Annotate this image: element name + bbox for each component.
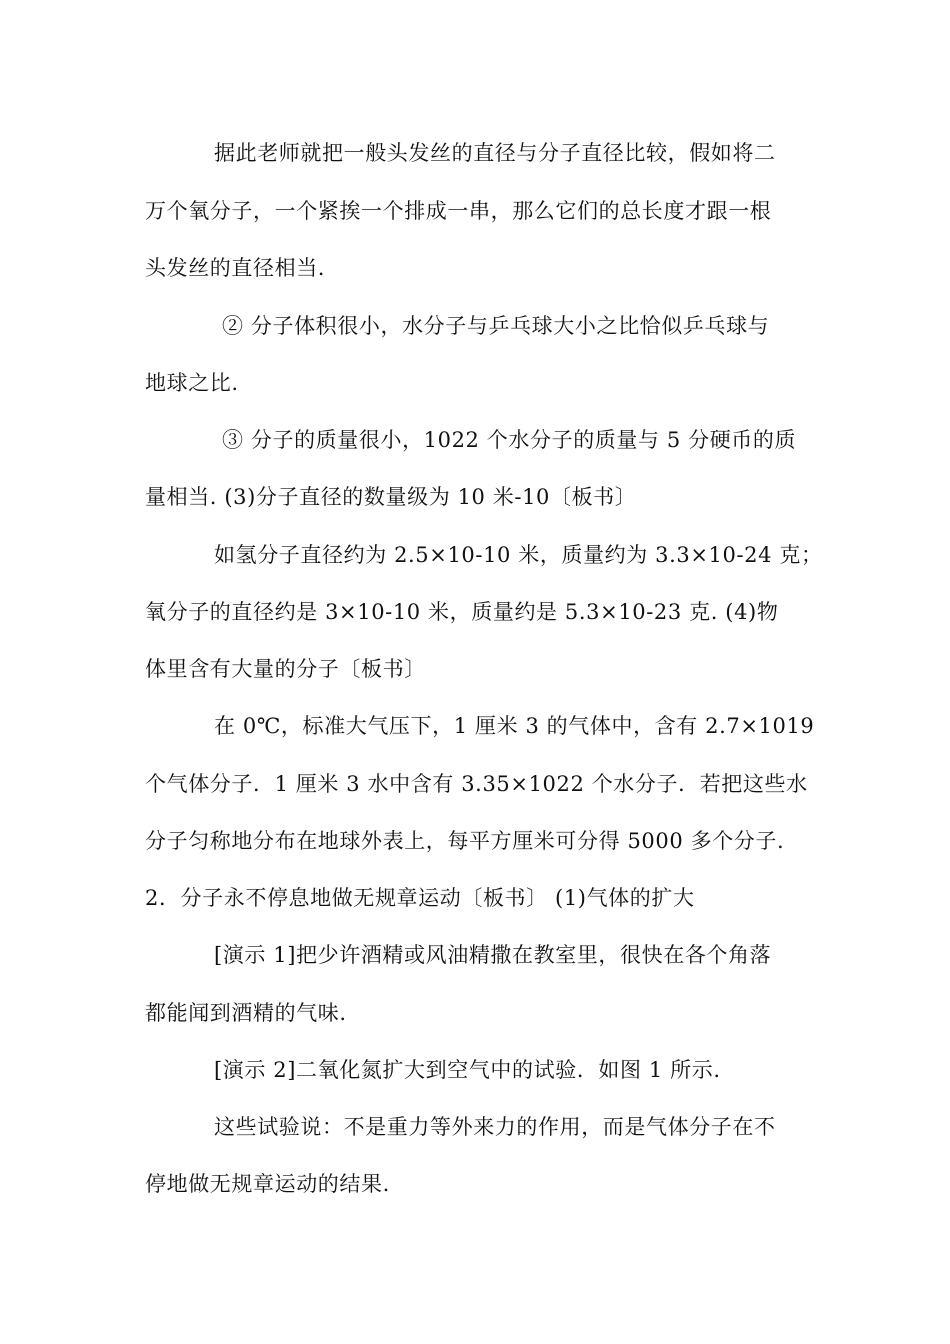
paragraph-line: ③ 分子的质量很小，1022 个水分子的质量与 5 分硬币的质 [222,428,797,452]
paragraph-line: 个气体分子．1 厘米 3 水中含有 3.35×1022 个水分子．若把这些水 [145,772,808,796]
paragraph-line: 停地做无规章运动的结果. [145,1172,390,1196]
paragraph-line: [演示 2]二氧化氮扩大到空气中的试验．如图 1 所示. [214,1058,721,1082]
paragraph-line: 这些试验说：不是重力等外来力的作用，而是气体分子在不 [214,1115,776,1139]
paragraph-line: 如氢分子直径约为 2.5×10-10 米，质量约为 3.3×10-24 克； [214,543,823,567]
paragraph-line: [演示 1]把少许酒精或风油精撒在教室里，很快在各个角落 [214,943,772,967]
paragraph-line: 头发丝的直径相当. [145,256,326,280]
paragraph-line: 2．分子永不停息地做无规章运动〔板书〕 (1)气体的扩大 [145,886,695,910]
paragraph-line: 地球之比. [145,371,239,395]
paragraph-line: 体里含有大量的分子〔板书〕 [145,657,426,681]
paragraph-line: 万个氧分子，一个紧挨一个排成一串，那么它们的总长度才跟一根 [145,199,772,223]
paragraph-line: 据此老师就把一般头发丝的直径与分子直径比较，假如将二 [214,141,776,165]
paragraph-line: 氧分子的直径约是 3×10-10 米，质量约是 5.3×10-23 克. (4)物 [145,600,779,624]
paragraph-line: ② 分子体积很小，水分子与乒乓球大小之比恰似乒乓球与 [222,314,770,338]
paragraph-line: 分子匀称地分布在地球外表上，每平方厘米可分得 5000 多个分子. [145,829,785,853]
paragraph-line: 量相当. (3)分子直径的数量级为 10 米-10〔板书〕 [145,485,637,509]
paragraph-line: 都能闻到酒精的气味. [145,1001,347,1025]
paragraph-line: 在 0℃，标准大气压下，1 厘米 3 的气体中，含有 2.7×1019 [214,714,815,738]
